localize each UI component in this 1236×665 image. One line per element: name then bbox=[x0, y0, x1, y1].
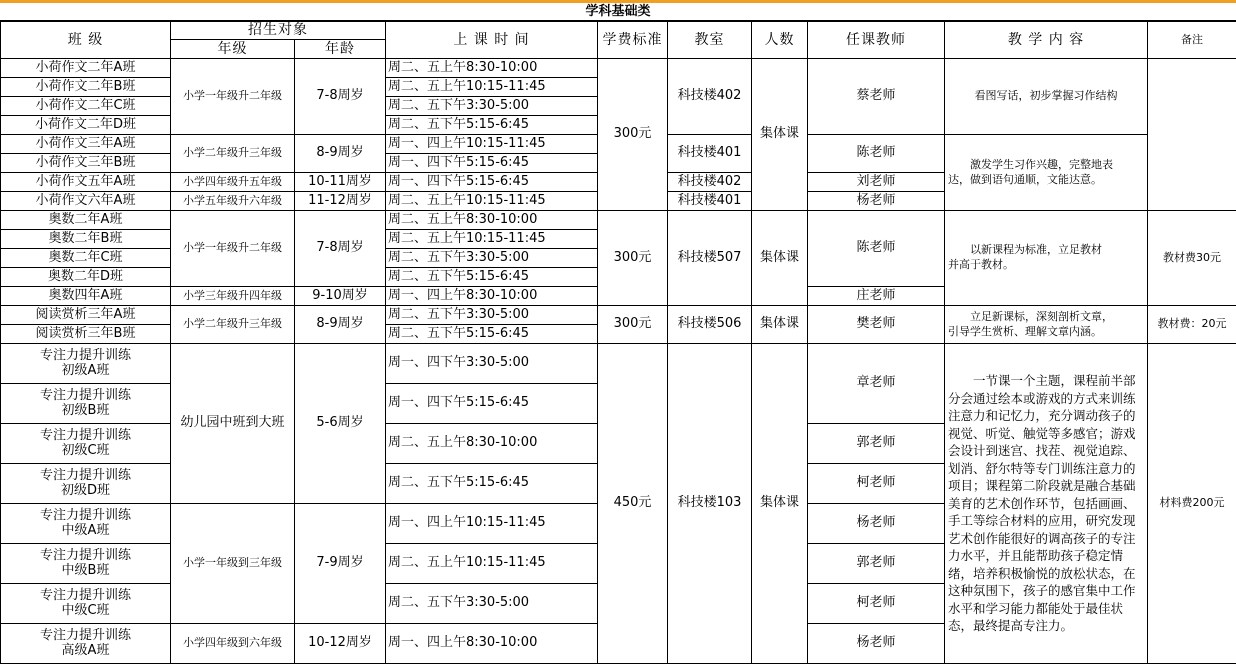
grade-cell: 小学四年级升五年级 bbox=[171, 173, 295, 192]
class-cell: 奥数四年A班 bbox=[1, 287, 171, 306]
teacher-cell: 庄老师 bbox=[808, 287, 945, 306]
age-cell: 8-9周岁 bbox=[295, 306, 386, 344]
note-cell: 教材费：20元 bbox=[1148, 306, 1236, 344]
room-cell: 科技楼401 bbox=[668, 192, 752, 211]
class-line: 初级A班 bbox=[61, 362, 110, 378]
class-cell: 小荷作文二年B班 bbox=[1, 78, 171, 97]
teacher-cell: 陈老师 bbox=[808, 211, 945, 287]
size-cell: 集体课 bbox=[752, 344, 808, 664]
class-line: 专注力提升训练 bbox=[39, 467, 131, 483]
size-cell: 集体课 bbox=[752, 211, 808, 306]
class-line: 专注力提升训练 bbox=[39, 387, 131, 403]
time-cell: 周二、五上午10:15-11:45 bbox=[386, 230, 598, 249]
note-cell bbox=[1148, 59, 1236, 211]
class-line: 初级C班 bbox=[61, 442, 110, 458]
class-cell: 奥数二年A班 bbox=[1, 211, 171, 230]
age-cell: 7-9周岁 bbox=[295, 504, 386, 624]
room-cell: 科技楼506 bbox=[668, 306, 752, 344]
grade-cell: 小学二年级升三年级 bbox=[171, 306, 295, 344]
content-line: 以新课程为标准，立足教材 bbox=[970, 243, 1102, 257]
class-cell: 奥数二年D班 bbox=[1, 268, 171, 287]
class-cell: 阅读赏析三年B班 bbox=[1, 325, 171, 344]
header-class: 班 级 bbox=[1, 22, 171, 59]
fee-cell: 300元 bbox=[598, 211, 668, 306]
class-line: 专注力提升训练 bbox=[39, 427, 131, 443]
class-cell: 小荷作文三年A班 bbox=[1, 135, 171, 154]
fee-cell: 450元 bbox=[598, 344, 668, 664]
fee-cell: 300元 bbox=[598, 59, 668, 211]
size-cell: 集体课 bbox=[752, 306, 808, 344]
content-line: 激发学生习作兴趣，完整地表 bbox=[970, 157, 1113, 171]
content-line: 立足新课标，深刻剖析文章， bbox=[970, 309, 1113, 323]
room-cell: 科技楼401 bbox=[668, 135, 752, 173]
time-cell: 周一、四下午5:15-6:45 bbox=[386, 384, 598, 424]
class-cell: 奥数二年C班 bbox=[1, 249, 171, 268]
time-cell: 周二、五下午3:30-5:00 bbox=[386, 249, 598, 268]
class-line: 中级A班 bbox=[61, 522, 110, 538]
fee-cell: 300元 bbox=[598, 306, 668, 344]
class-cell bbox=[1, 424, 171, 464]
time-cell: 周一、四下午3:30-5:00 bbox=[386, 344, 598, 384]
time-cell: 周二、五上午8:30-10:00 bbox=[386, 211, 598, 230]
teacher-cell: 刘老师 bbox=[808, 173, 945, 192]
time-cell: 周一、四上午10:15-11:45 bbox=[386, 135, 598, 154]
teacher-cell: 章老师 bbox=[808, 344, 945, 424]
grade-cell: 小学二年级升三年级 bbox=[171, 135, 295, 173]
header-teacher: 任课教师 bbox=[808, 22, 945, 59]
time-cell: 周二、五上午8:30-10:00 bbox=[386, 59, 598, 78]
time-cell: 周二、五上午10:15-11:45 bbox=[386, 544, 598, 584]
header-note: 备注 bbox=[1148, 22, 1236, 59]
class-line: 初级D班 bbox=[60, 482, 110, 498]
content-paragraph: 一节课一个主题，课程前半部分会通过绘本或游戏的方式来训练注意力和记忆力，充分调动孩子的视觉、听觉、触觉等多感官；游戏会设计到迷宫、找茬、视觉追踪、划消、舒尔特等专门训练注意力的项目；课程第二阶段就是融合基础美育的艺术创作环节，包括画画、手工等综合材料的应用，研究发现艺术创作能很好的调高孩子的专注力水平，并且能帮助孩子稳定情绪，培养积极愉悦的放松状态，在这种氛围下，孩子的感官集中工作水平和学习能力都能处于最佳状态，最终提高专注力。 bbox=[948, 373, 1136, 634]
class-cell: 小荷作文三年B班 bbox=[1, 154, 171, 173]
time-cell: 周二、五下午3:30-5:00 bbox=[386, 306, 598, 325]
teacher-cell: 杨老师 bbox=[808, 192, 945, 211]
class-cell bbox=[1, 584, 171, 624]
header-grade: 年级 bbox=[171, 40, 295, 59]
time-cell: 周二、五下午5:15-6:45 bbox=[386, 464, 598, 504]
time-cell: 周二、五上午10:15-11:45 bbox=[386, 192, 598, 211]
room-cell: 科技楼103 bbox=[668, 344, 752, 664]
class-cell: 小荷作文二年D班 bbox=[1, 116, 171, 135]
class-line: 初级B班 bbox=[61, 402, 110, 418]
class-cell bbox=[1, 624, 171, 664]
note-cell: 材料费200元 bbox=[1148, 344, 1236, 664]
age-cell: 11-12周岁 bbox=[295, 192, 386, 211]
room-cell: 科技楼507 bbox=[668, 211, 752, 306]
room-cell: 科技楼402 bbox=[668, 173, 752, 192]
age-cell: 8-9周岁 bbox=[295, 135, 386, 173]
class-cell bbox=[1, 544, 171, 584]
header-fee: 学费标准 bbox=[598, 22, 668, 59]
teacher-cell: 郭老师 bbox=[808, 544, 945, 584]
time-cell: 周二、五下午5:15-6:45 bbox=[386, 116, 598, 135]
time-cell: 周二、五下午3:30-5:00 bbox=[386, 97, 598, 116]
class-cell: 小荷作文五年A班 bbox=[1, 173, 171, 192]
grade-cell: 小学五年级升六年级 bbox=[171, 192, 295, 211]
class-line: 中级B班 bbox=[61, 562, 110, 578]
teacher-cell: 柯老师 bbox=[808, 584, 945, 624]
time-cell: 周二、五下午5:15-6:45 bbox=[386, 268, 598, 287]
teacher-cell: 杨老师 bbox=[808, 504, 945, 544]
class-line: 专注力提升训练 bbox=[39, 347, 131, 363]
schedule-table bbox=[0, 21, 1236, 664]
time-cell: 周二、五下午5:15-6:45 bbox=[386, 325, 598, 344]
class-line: 专注力提升训练 bbox=[39, 547, 131, 563]
header-room: 教室 bbox=[668, 22, 752, 59]
teacher-cell: 郭老师 bbox=[808, 424, 945, 464]
time-cell: 周一、四上午8:30-10:00 bbox=[386, 287, 598, 306]
class-line: 高级A班 bbox=[61, 642, 110, 658]
teacher-cell: 樊老师 bbox=[808, 306, 945, 344]
teacher-cell: 杨老师 bbox=[808, 624, 945, 664]
age-cell: 5-6周岁 bbox=[295, 344, 386, 504]
class-cell: 小荷作文六年A班 bbox=[1, 192, 171, 211]
class-line: 专注力提升训练 bbox=[39, 507, 131, 523]
content-cell bbox=[945, 306, 1148, 344]
content-cell bbox=[945, 344, 1148, 664]
teacher-cell: 蔡老师 bbox=[808, 59, 945, 135]
header-time: 上 课 时 间 bbox=[386, 22, 598, 59]
class-cell: 小荷作文二年A班 bbox=[1, 59, 171, 78]
class-cell: 阅读赏析三年A班 bbox=[1, 306, 171, 325]
class-cell: 奥数二年B班 bbox=[1, 230, 171, 249]
grade-cell: 小学三年级升四年级 bbox=[171, 287, 295, 306]
age-cell: 7-8周岁 bbox=[295, 59, 386, 135]
time-cell: 周二、五下午3:30-5:00 bbox=[386, 584, 598, 624]
time-cell: 周一、四上午8:30-10:00 bbox=[386, 624, 598, 664]
grade-cell: 小学一年级升二年级 bbox=[171, 59, 295, 135]
class-line: 专注力提升训练 bbox=[39, 627, 131, 643]
age-cell: 10-11周岁 bbox=[295, 173, 386, 192]
class-cell: 小荷作文二年C班 bbox=[1, 97, 171, 116]
time-cell: 周二、五上午8:30-10:00 bbox=[386, 424, 598, 464]
header-age: 年龄 bbox=[295, 40, 386, 59]
grade-cell: 小学四年级到六年级 bbox=[171, 624, 295, 664]
time-cell: 周一、四上午10:15-11:45 bbox=[386, 504, 598, 544]
class-cell bbox=[1, 344, 171, 384]
time-cell: 周二、五上午10:15-11:45 bbox=[386, 78, 598, 97]
content-line: 达，做到语句通顺，文能达意。 bbox=[948, 172, 1102, 186]
time-cell: 周一、四下午5:15-6:45 bbox=[386, 173, 598, 192]
content-cell bbox=[945, 211, 1148, 306]
grade-cell: 幼儿园中班到大班 bbox=[171, 344, 295, 504]
class-cell bbox=[1, 504, 171, 544]
teacher-cell: 陈老师 bbox=[808, 135, 945, 173]
time-cell: 周一、四下午5:15-6:45 bbox=[386, 154, 598, 173]
age-cell: 10-12周岁 bbox=[295, 624, 386, 664]
age-cell: 9-10周岁 bbox=[295, 287, 386, 306]
sheet-title: 学科基础类 bbox=[0, 3, 1236, 21]
grade-cell: 小学一年级升二年级 bbox=[171, 211, 295, 287]
class-line: 中级C班 bbox=[61, 602, 110, 618]
content-line: 并高于教材。 bbox=[948, 258, 1014, 271]
class-cell bbox=[1, 464, 171, 504]
size-cell: 集体课 bbox=[752, 59, 808, 211]
grade-cell: 小学一年级到三年级 bbox=[171, 504, 295, 624]
class-line: 专注力提升训练 bbox=[39, 587, 131, 603]
content-line: 引导学生赏析、理解文章内涵。 bbox=[948, 324, 1102, 338]
content-cell bbox=[945, 135, 1148, 211]
header-content: 教 学 内 容 bbox=[945, 22, 1148, 59]
content-cell: 看图写话，初步掌握习作结构 bbox=[945, 59, 1148, 135]
note-cell: 教材费30元 bbox=[1148, 211, 1236, 306]
room-cell: 科技楼402 bbox=[668, 59, 752, 135]
header-size: 人数 bbox=[752, 22, 808, 59]
header-target: 招生对象 bbox=[171, 22, 386, 40]
class-cell bbox=[1, 384, 171, 424]
teacher-cell: 柯老师 bbox=[808, 464, 945, 504]
age-cell: 7-8周岁 bbox=[295, 211, 386, 287]
